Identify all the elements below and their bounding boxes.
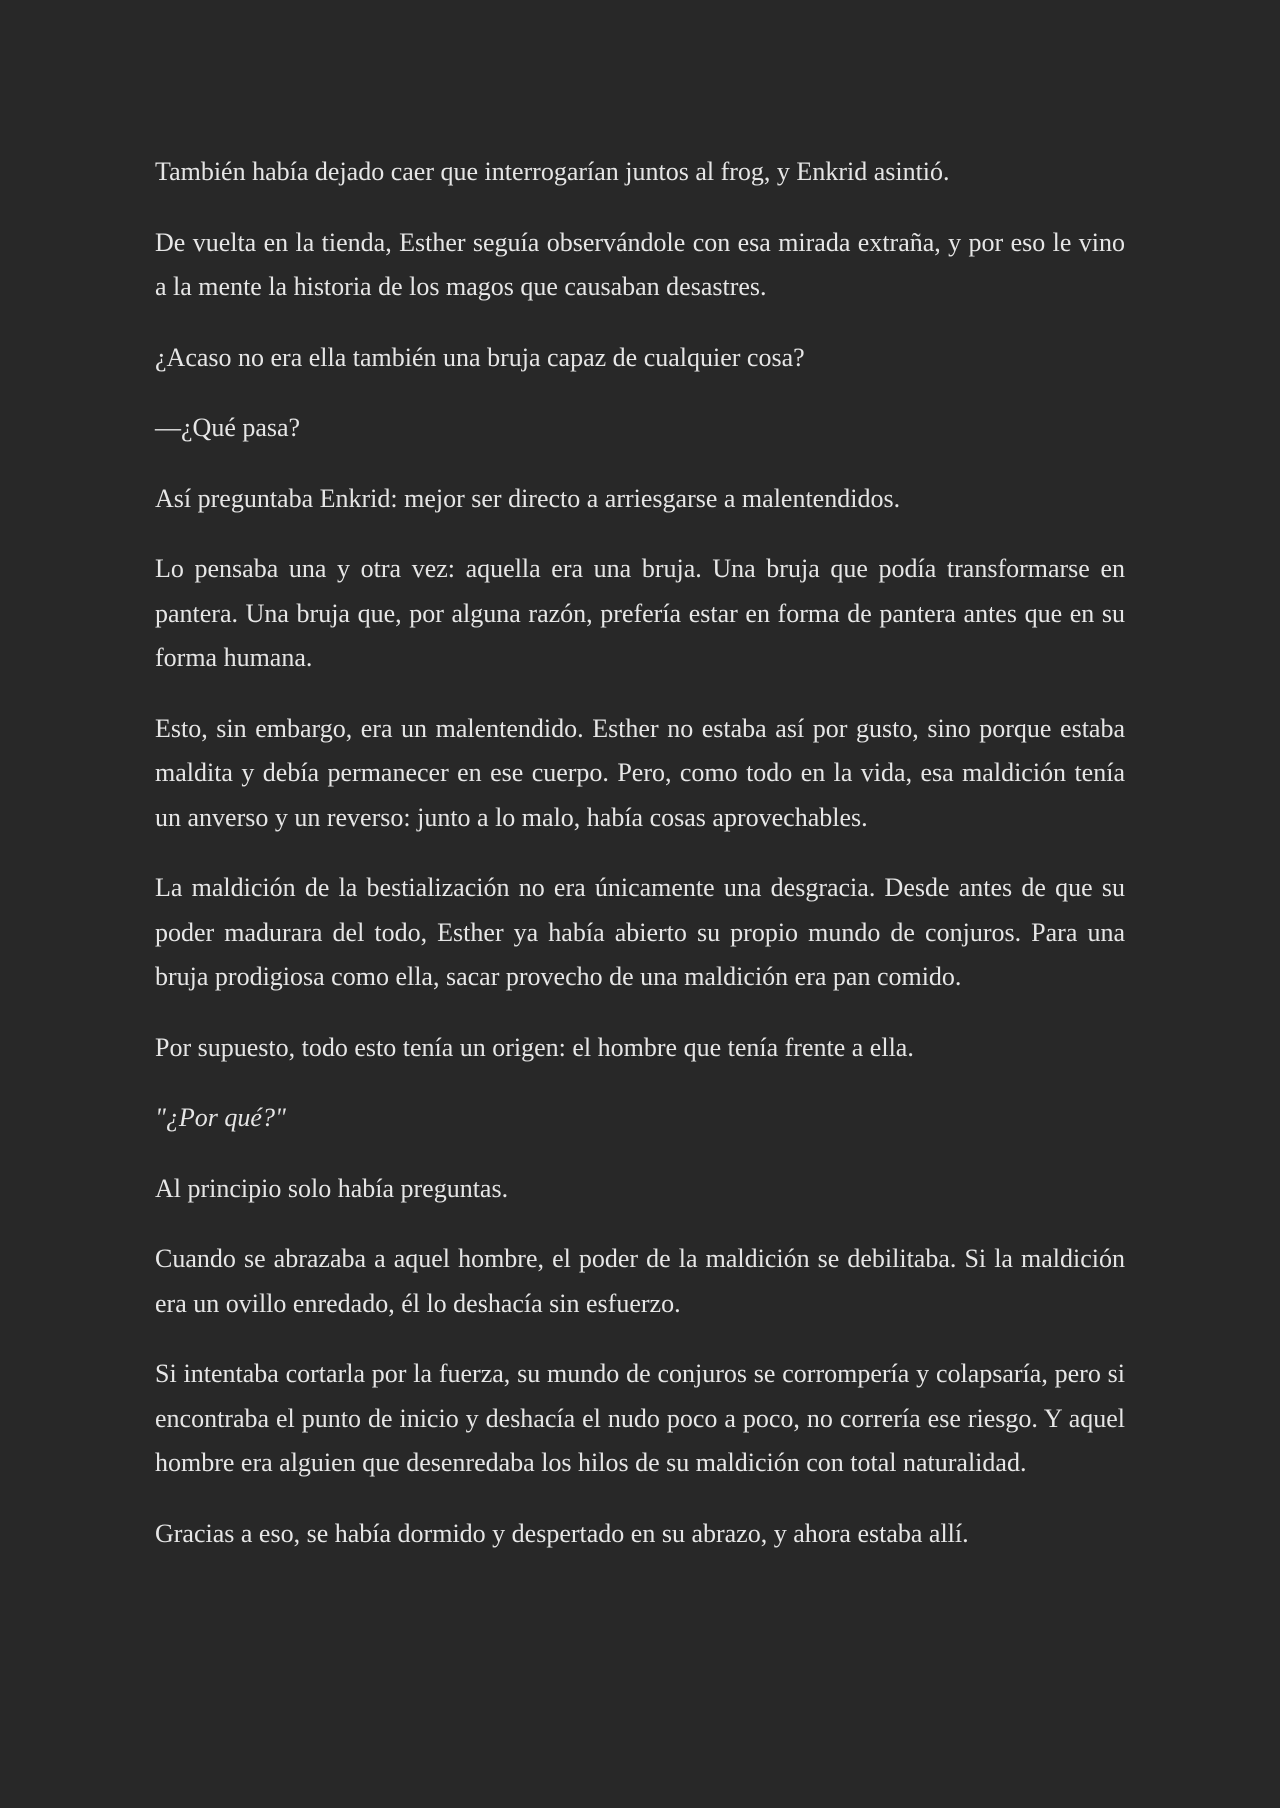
paragraph: Por supuesto, todo esto tenía un origen: el hombre que tenía frente a ella. bbox=[155, 1032, 914, 1062]
paragraph: Lo pensaba una y otra vez: aquella era una bruja. Una bruja que podía transformarse en pantera. Una bruja que, por alguna razón, prefería estar en forma de pantera antes que en su forma humana. bbox=[155, 554, 1125, 672]
paragraph: La maldición de la bestialización no era únicamente una desgracia. Desde antes de que su poder madurara del todo, Esther ya había abierto su propio mundo de conjuros. Para una bruja prodigiosa como ella, sacar provecho de una maldición era pan comido. bbox=[155, 873, 1125, 991]
paragraph: Así preguntaba Enkrid: mejor ser directo a arriesgarse a malentendidos. bbox=[155, 483, 901, 513]
paragraph: Cuando se abrazaba a aquel hombre, el poder de la maldición se debilitaba. Si la maldición era un ovillo enredado, él lo deshacía sin esfuerzo. bbox=[155, 1244, 1125, 1318]
italic-thought-paragraph: "¿Por qué?" bbox=[155, 1103, 286, 1132]
paragraph: Gracias a eso, se había dormido y despertado en su abrazo, y ahora estaba allí. bbox=[155, 1518, 969, 1548]
paragraph: También había dejado caer que interrogarían juntos al frog, y Enkrid asintió. bbox=[155, 157, 950, 186]
paragraph: Esto, sin embargo, era un malentendido. Esther no estaba así por gusto, sino porque estaba maldita y debía permanecer en ese cuerpo. Pero, como todo en la vida, esa maldición tenía un anverso y un reverso: junto a lo malo, había cosas aprovechables. bbox=[155, 713, 1125, 832]
paragraph: —¿Qué pasa? bbox=[155, 413, 301, 442]
chapter-text bbox=[155, 150, 1125, 1556]
paragraph: Si intentaba cortarla por la fuerza, su mundo de conjuros se corrompería y colapsaría, pero si encontraba el punto de inicio y deshacía el nudo poco a poco, no correría ese riesgo. Y aquel hombre era alguien que desenredaba los hilos de su maldición con total naturalidad. bbox=[155, 1359, 1125, 1477]
paragraph: ¿Acaso no era ella también una bruja capaz de cualquier cosa? bbox=[155, 342, 805, 372]
paragraph: De vuelta en la tienda, Esther seguía observándole con esa mirada extraña, y por eso le vino a la mente la historia de los magos que causaban desastres. bbox=[155, 227, 1125, 301]
paragraph: Al principio solo había preguntas. bbox=[155, 1173, 509, 1203]
